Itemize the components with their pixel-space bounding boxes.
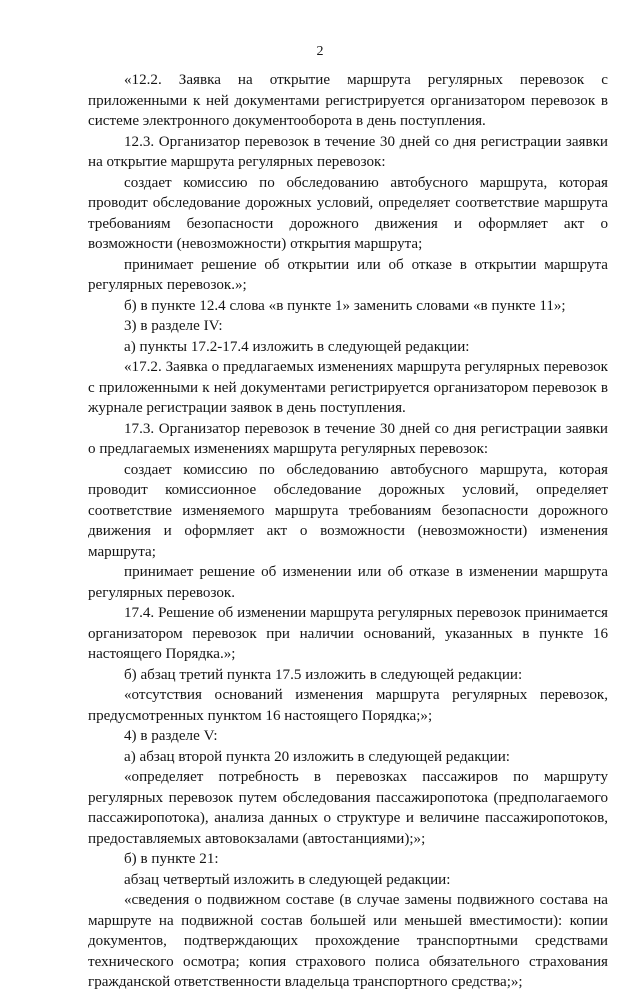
paragraph: «отсутствия оснований изменения маршрута регулярных перевозок, предусмотренных пунктом 16 настоящего Порядка;»; [88, 687, 608, 724]
paragraph: 17.4. Решение об изменении маршрута регулярных перевозок принимается организатором перевозок при наличии оснований, указанных в пункте 16 настоящего Порядка.»; [88, 605, 608, 662]
document-body [88, 70, 608, 993]
paragraph: 4) в разделе V: [124, 728, 218, 744]
paragraph: «17.2. Заявка о предлагаемых изменениях маршрута регулярных перевозок с приложенными к ней документами регистрируется организатором перевозок в журнале регистрации заявок в день поступления. [88, 359, 608, 416]
page-number: 2 [316, 44, 324, 59]
paragraph: абзац четвертый изложить в следующей редакции: [124, 871, 451, 888]
paragraph: «определяет потребность в перевозках пассажиров по маршруту регулярных перевозок путем обследования пассажиропотока (предполагаемого пассажиропотока), анализа данных о структуре и величине пассажиропотоков, предоставляемых автовокзалами (автостанциями);»; [88, 769, 608, 847]
paragraph: «12.2. Заявка на открытие маршрута регулярных перевозок с приложенными к ней документами регистрируется организатором перевозок в системе электронного документооборота в день поступления. [88, 72, 608, 129]
paragraph: 12.3. Организатор перевозок в течение 30 дней со дня регистрации заявки на открытие маршрута регулярных перевозок: [88, 133, 608, 170]
paragraph: принимает решение об изменении или об отказе в изменении маршрута регулярных перевозок. [88, 564, 608, 601]
paragraph: 17.3. Организатор перевозок в течение 30 дней со дня регистрации заявки о предлагаемых изменениях маршрута регулярных перевозок: [88, 420, 608, 457]
paragraph: 3) в разделе IV: [124, 318, 223, 334]
paragraph: б) в пункте 21: [124, 851, 219, 867]
paragraph: а) пункты 17.2-17.4 изложить в следующей редакции: [124, 338, 470, 355]
paragraph: б) абзац третий пункта 17.5 изложить в следующей редакции: [124, 666, 523, 683]
paragraph: б) в пункте 12.4 слова «в пункте 1» заменить словами «в пункте 11»; [124, 297, 566, 314]
paragraph: принимает решение об открытии или об отказе в открытии маршрута регулярных перевозок.»; [88, 256, 608, 293]
paragraph: создает комиссию по обследованию автобусного маршрута, которая проводит обследование дорожных условий, определяет соответствие маршрута требованиям безопасности дорожного движения и оформляет акт о возможности (невозможности) открытия маршрута; [88, 174, 608, 252]
paragraph: а) абзац второй пункта 20 изложить в следующей редакции: [124, 748, 510, 765]
paragraph: создает комиссию по обследованию автобусного маршрута, которая проводит комиссионное обследование дорожных условий, определяет соответствие изменяемого маршрута требованиям безопасности дорожного движения и оформляет акт о возможности (невозможности) изменения маршрута; [88, 461, 608, 560]
paragraph: «сведения о подвижном составе (в случае замены подвижного состава на маршруте на подвижной состав большей или меньшей вместимости): копии документов, подтверждающих прохождение транспортными средствами технического осмотра; копия страхового полиса обязательного страхования гражданской ответственности владельца транспортного средства;»; [88, 892, 608, 990]
